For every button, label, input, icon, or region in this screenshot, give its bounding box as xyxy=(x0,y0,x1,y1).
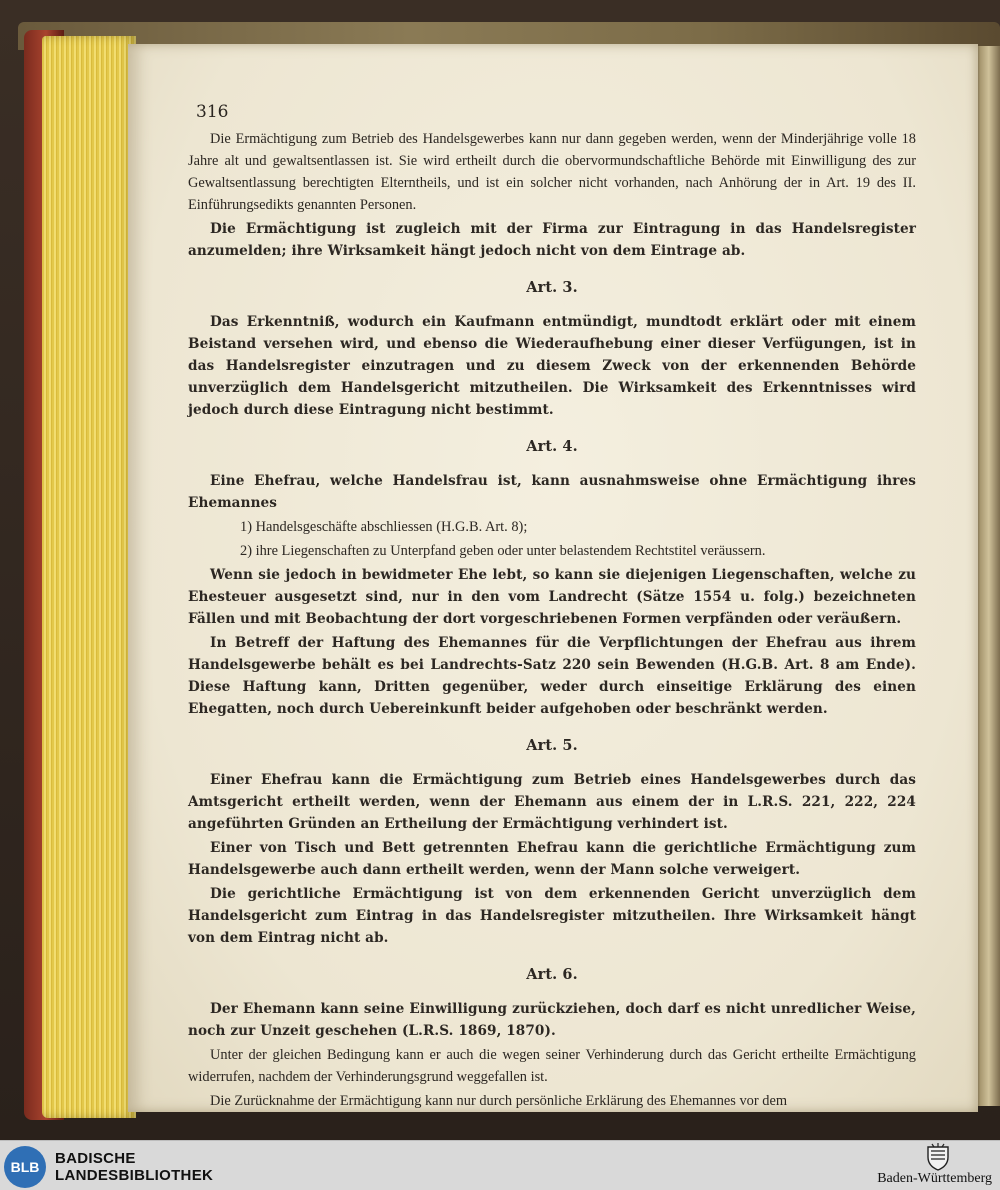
paragraph: Die Zurücknahme der Ermächtigung kann nur durch persönliche Erklärung des Ehemannes vor dem xyxy=(210,1093,788,1109)
article-heading: Art. 6. xyxy=(526,966,578,983)
footer-bar xyxy=(0,1140,1000,1190)
book-page xyxy=(128,44,978,1112)
paragraph: Die Ermächtigung ist zugleich mit der Firma zur Eintragung in das Handelsregister anzumelden; ihre Wirksamkeit hängt jedoch nicht von dem Eintrage ab. xyxy=(188,221,916,259)
region-label: Baden-Württemberg xyxy=(877,1171,992,1186)
article-heading: Art. 4. xyxy=(526,438,578,455)
paragraph: Einer von Tisch und Bett getrennten Ehefrau kann die gerichtliche Ermächtigung zum Handelsgewerbe auch dann ertheilt werden, wenn der Mann solche verweigert. xyxy=(188,840,916,878)
library-name-line1: BADISCHE xyxy=(55,1150,136,1167)
article-heading: Art. 3. xyxy=(526,279,578,296)
blb-logo-icon[interactable]: BLB xyxy=(4,1146,46,1188)
paragraph: Die Ermächtigung zum Betrieb des Handelsgewerbes kann nur dann gegeben werden, wenn der Minderjährige volle 18 Jahre alt und gewaltsentlassen ist. Sie wird ertheilt durch die obervormundschaftliche Behörde mit Einwilligung des zur Gewaltsentlassung berechtigten Elterntheils, und ist ein solcher nicht vorhanden, nach Anhörung der in Art. 19 des II. Einführungsedikts genannten Personen. xyxy=(188,131,916,213)
paragraph: Das Erkenntniß, wodurch ein Kaufmann entmündigt, mundtodt erklärt oder mit einem Beistand versehen wird, und ebenso die Wiederaufhebung einer dieser Verfügungen, ist in das Handelsregister einzutragen und zu diesem Zweck von der erkennenden Behörde unverzüglich dem Handelsgericht mitzutheilen. Die Wirksamkeit des Erkenntnisses wird jedoch durch diese Eintragung nicht bestimmt. xyxy=(188,314,916,418)
paragraph: Eine Ehefrau, welche Handelsfrau ist, kann ausnahmsweise ohne Ermächtigung ihres Ehemannes xyxy=(188,473,916,511)
library-name[interactable] xyxy=(55,1150,213,1184)
list-item: 1) Handelsgeschäfte abschliessen (H.G.B. Art. 8); xyxy=(240,519,528,535)
paragraph: In Betreff der Haftung des Ehemannes für die Verpflichtungen der Ehefrau aus ihrem Handelsgewerbe behält es bei Landrechts-Satz 220 sein Bewenden (H.G.B. Art. 8 am Ende). Diese Haftung kann, Dritten gegenüber, weder durch einseitige Erklärung des einen Ehegatten, noch durch Uebereinkunft beider aufgehoben oder beschränkt werden. xyxy=(188,635,916,717)
article-heading: Art. 5. xyxy=(526,737,578,754)
paragraph: Die gerichtliche Ermächtigung ist von dem erkennenden Gericht unverzüglich dem Handelsgericht zum Eintrag in das Handelsregister mitzutheilen. Ihre Wirksamkeit hängt von dem Eintrag nicht ab. xyxy=(188,886,916,946)
library-name-line2: LANDESBIBLIOTHEK xyxy=(55,1167,214,1184)
paragraph: Wenn sie jedoch in bewidmeter Ehe lebt, so kann sie diejenigen Liegenschaften, welche zu Ehesteuer ausgesetzt sind, nur in den vom Landrecht (Sätze 1554 u. folg.) bezeichneten Fällen und mit Beobachtung der dort vorgeschriebenen Formen verpfänden oder veräußern. xyxy=(188,567,916,627)
paragraph: Der Ehemann kann seine Einwilligung zurückziehen, doch darf es nicht unredlicher Weise, noch zur Unzeit geschehen (L.R.S. 1869, 1870). xyxy=(188,1001,916,1039)
paragraph: Unter der gleichen Bedingung kann er auch die wegen seiner Verhinderung durch das Gericht ertheilte Ermächtigung widerrufen, nachdem der Verhinderungsgrund weggefallen ist. xyxy=(188,1047,916,1085)
page-text xyxy=(188,128,916,1114)
page-edges xyxy=(42,36,136,1118)
list-item: 2) ihre Liegenschaften zu Unterpfand geben oder unter belastendem Rechtstitel veräussern. xyxy=(240,543,766,559)
paragraph: Einer Ehefrau kann die Ermächtigung zum Betrieb eines Handelsgewerbes durch das Amtsgericht ertheilt werden, wenn der Ehemann aus einem der in L.R.S. 221, 222, 224 angeführten Gründen an Ertheilung der Ermächtigung verhindert ist. xyxy=(188,772,916,832)
page-number: 316 xyxy=(196,102,229,122)
crest-icon xyxy=(925,1143,951,1171)
